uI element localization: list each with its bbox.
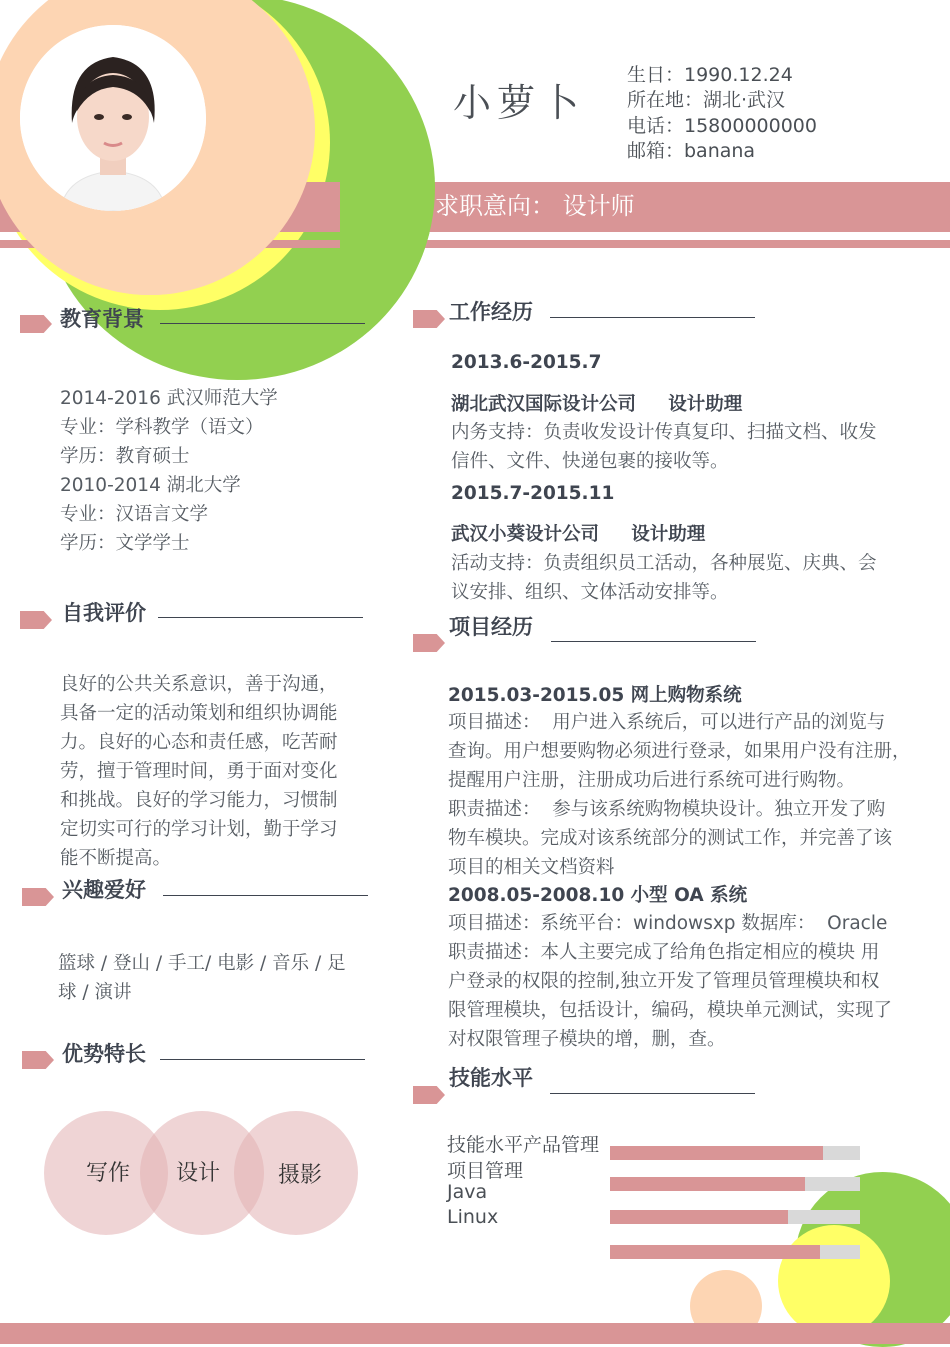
skill-bar-fill [610, 1245, 820, 1259]
skill-name: Java [447, 1181, 488, 1203]
skill-bar [610, 1146, 860, 1160]
project-line: 提醒用户注册，注册成功后进行系统可进行购物。 [448, 770, 856, 791]
section-arrow-icon [22, 888, 54, 906]
job-company-role: 湖北武汉国际设计公司 设计助理 [451, 394, 743, 415]
skills-underline [550, 1093, 755, 1094]
section-arrow-icon [22, 1051, 54, 1069]
project-line: 查询。用户想要购物必须进行登录，如果用户没有注册， [448, 741, 911, 762]
project-line: 限管理模块，包括设计，编码，模块单元测试，实现了 [448, 1000, 893, 1021]
strength-label: 写作 [86, 1161, 131, 1186]
education-line: 2014-2016 武汉师范大学 [60, 388, 278, 409]
job-company-role: 武汉小葵设计公司 设计助理 [451, 524, 706, 545]
job-desc-line: 活动支持：负责组织员工活动，各种展览、庆典、会 [451, 553, 877, 574]
section-arrow-icon [413, 634, 445, 652]
self-eval-title: 自我评价 [62, 601, 146, 625]
location-info: 所在地：湖北·武汉 [627, 89, 786, 111]
project-heading: 2008.05-2008.10 小型 OA 系统 [448, 885, 748, 906]
job-period: 2015.7-2015.11 [451, 483, 615, 504]
hobbies-underline [163, 895, 368, 896]
section-arrow-icon [413, 310, 445, 328]
skill-name: 技能水平产品管理 [447, 1134, 600, 1156]
project-line: 户登录的权限的控制,独立开发了管理员管理模块和权 [448, 971, 880, 992]
birthday-info: 生日：1990.12.24 [627, 64, 793, 86]
project-line: 项目描述： 用户进入系统后，可以进行产品的浏览与 [448, 712, 886, 733]
section-arrow-icon [20, 315, 52, 333]
work-underline [550, 317, 755, 318]
project-line: 职责描述： 参与该系统购物模块设计。独立开发了购 [448, 799, 886, 820]
email-info: 邮箱：banana [627, 140, 756, 162]
self-eval-line: 力。良好的心态和责任感，吃苦耐 [60, 732, 338, 753]
job-period: 2013.6-2015.7 [451, 352, 602, 373]
job-intent: 求职意向： 设计师 [435, 192, 635, 220]
project-line: 物车模块。完成对该系统部分的测试工作，并完善了该 [448, 828, 893, 849]
footer-bar [0, 1323, 950, 1344]
project-line: 项目的相关文档资料 [448, 857, 615, 878]
project-line: 对权限管理子模块的增，删，查。 [448, 1029, 726, 1050]
section-arrow-icon [20, 611, 52, 629]
hobbies-title: 兴趣爱好 [62, 878, 146, 902]
section-arrow-icon [413, 1086, 445, 1104]
self-eval-underline [158, 617, 363, 618]
skill-bar [610, 1177, 860, 1191]
avatar [20, 25, 206, 211]
job-desc-line: 议安排、组织、文体活动安排等。 [451, 582, 729, 603]
yellow-circle-decoration [778, 1225, 890, 1337]
hobbies-line: 球 / 演讲 [58, 982, 132, 1003]
education-line: 学历：文学学士 [60, 533, 190, 554]
projects-underline [551, 641, 756, 642]
strength-label: 设计 [176, 1161, 221, 1186]
job-desc-line: 信件、文件、快递包裹的接收等。 [451, 451, 729, 472]
self-eval-line: 良好的公共关系意识，善于沟通， [60, 674, 338, 695]
project-line: 项目描述：系统平台：windowsxp 数据库： Oracle [448, 913, 888, 934]
education-line: 专业：汉语言文学 [60, 504, 209, 525]
skill-bar [610, 1210, 860, 1224]
work-title: 工作经历 [449, 300, 533, 324]
portrait-icon [20, 25, 206, 211]
skill-bar-fill [610, 1177, 805, 1191]
phone-info: 电话：15800000000 [627, 115, 817, 137]
strength-label: 摄影 [278, 1163, 323, 1188]
self-eval-line: 能不断提高。 [60, 848, 172, 869]
skill-name: 项目管理 [447, 1160, 524, 1182]
project-line: 职责描述：本人主要完成了给角色指定相应的模块 用 [448, 942, 880, 963]
hobbies-line: 篮球 / 登山 / 手工/ 电影 / 音乐 / 足 [58, 953, 346, 974]
candidate-name: 小萝卜 [453, 81, 586, 125]
skill-bar-fill [610, 1210, 788, 1224]
project-heading: 2015.03-2015.05 网上购物系统 [448, 685, 742, 706]
self-eval-line: 和挑战。良好的学习能力，习惯制 [60, 790, 338, 811]
skill-bar [610, 1245, 860, 1259]
projects-title: 项目经历 [449, 615, 533, 639]
skill-name: Linux [447, 1206, 499, 1228]
education-line: 专业：学科教学（语文） [60, 417, 264, 438]
education-line: 学历：教育硕士 [60, 446, 190, 467]
self-eval-line: 具备一定的活动策划和组织协调能 [60, 703, 338, 724]
education-underline [160, 323, 365, 324]
skills-title: 技能水平 [449, 1066, 533, 1090]
self-eval-line: 劳，擅于管理时间，勇于面对变化 [60, 761, 338, 782]
education-line: 2010-2014 湖北大学 [60, 475, 241, 496]
skill-bar-fill [610, 1146, 823, 1160]
education-title: 教育背景 [60, 307, 144, 331]
strengths-underline [160, 1059, 365, 1060]
self-eval-line: 定切实可行的学习计划，勤于学习 [60, 819, 338, 840]
strengths-title: 优势特长 [62, 1042, 146, 1066]
job-desc-line: 内务支持：负责收发设计传真复印、扫描文档、收发 [451, 422, 877, 443]
